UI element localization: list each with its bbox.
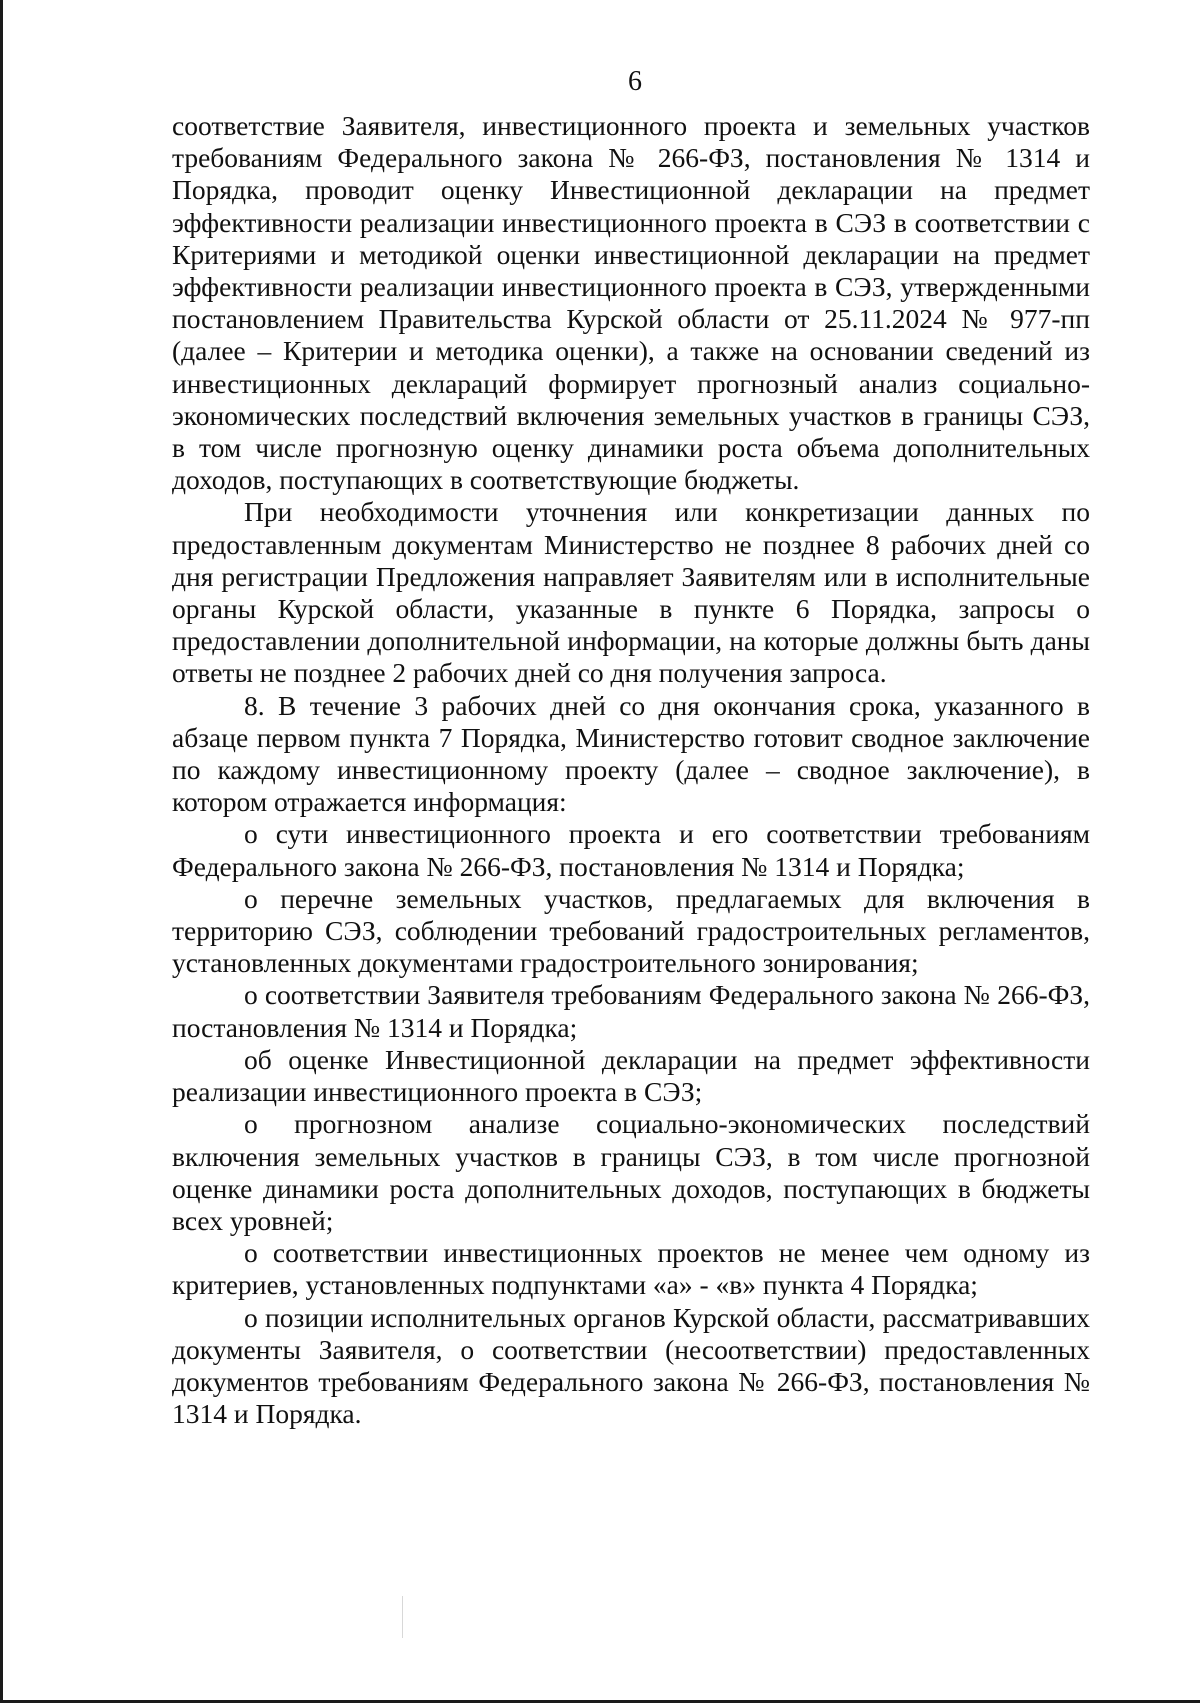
list-item-criteria-compliance: о соответствии инвестиционных проектов не менее чем одному из критериев, установленных подпунктами «а» - «в» пункта 4 Порядка; [172,1237,1090,1301]
scan-edge-left [0,0,3,1703]
list-item-project-essence: о сути инвестиционного проекта и его соответствии требованиям Федерального закона № 266-ФЗ, постановления № 1314 и Порядка; [172,818,1090,882]
list-item-applicant-compliance: о соответствии Заявителя требованиям Федерального закона № 266-ФЗ, постановления № 1314 и Порядка; [172,979,1090,1043]
paragraph-continuation: соответствие Заявителя, инвестиционного проекта и земельных участков требованиям Федерального закона № 266-ФЗ, постановления № 1314 и Порядка, проводит оценку Инвестиционной декларации на предмет эффективности реализации инвестиционного проекта в СЭЗ в соответствии с Критериями и методикой оценки инвестиционной декларации на предмет эффективности реализации инвестиционного проекта в СЭЗ, утвержденными постановлением Правительства Курской области от 25.11.2024 № 977-пп (далее – Критерии и методика оценки), а также на основании сведений из инвестиционных деклараций формирует прогнозный анализ социально-экономических последствий включения земельных участков в границы СЭЗ, в том числе прогнозную оценку динамики роста объема дополнительных доходов, поступающих в соответствующие бюджеты. [172,110,1090,496]
page-number: 6 [628,66,642,97]
paragraph-item-8: 8. В течение 3 рабочих дней со дня окончания срока, указанного в абзаце первом пункта 7 Порядка, Министерство готовит сводное заключение по каждому инвестиционному проекту (далее – сводное заключение), в котором отражается информация: [172,689,1090,818]
document-body [172,110,1090,1430]
scan-artifact-line [402,1596,403,1638]
list-item-land-plots: о перечне земельных участков, предлагаемых для включения в территорию СЭЗ, соблюдении требований градостроительных регламентов, установленных документами градостроительного зонирования; [172,882,1090,979]
list-item-declaration-assessment: об оценке Инвестиционной декларации на предмет эффективности реализации инвестиционного проекта в СЭЗ; [172,1043,1090,1108]
paragraph-clarification-requests: При необходимости уточнения или конкретизации данных по предоставленным документам Министерство не позднее 8 рабочих дней со дня регистрации Предложения направляет Заявителям или в исполнительные органы Курской области, указанные в пункте 6 Порядка, запросы о предоставлении дополнительной информации, на которые должны быть даны ответы не позднее 2 рабочих дней со дня получения запроса. [172,496,1090,689]
list-item-forecast-analysis: о прогнозном анализе социально-экономических последствий включения земельных участков в границы СЭЗ, в том числе прогнозной оценке динамики роста дополнительных доходов, поступающих в бюджеты всех уровней; [172,1108,1090,1236]
list-item-executive-bodies-position: о позиции исполнительных органов Курской области, рассматривавших документы Заявителя, о соответствии (несоответствии) предоставленных документов требованиям Федерального закона № 266-ФЗ, постановления № 1314 и Порядка. [172,1301,1090,1430]
